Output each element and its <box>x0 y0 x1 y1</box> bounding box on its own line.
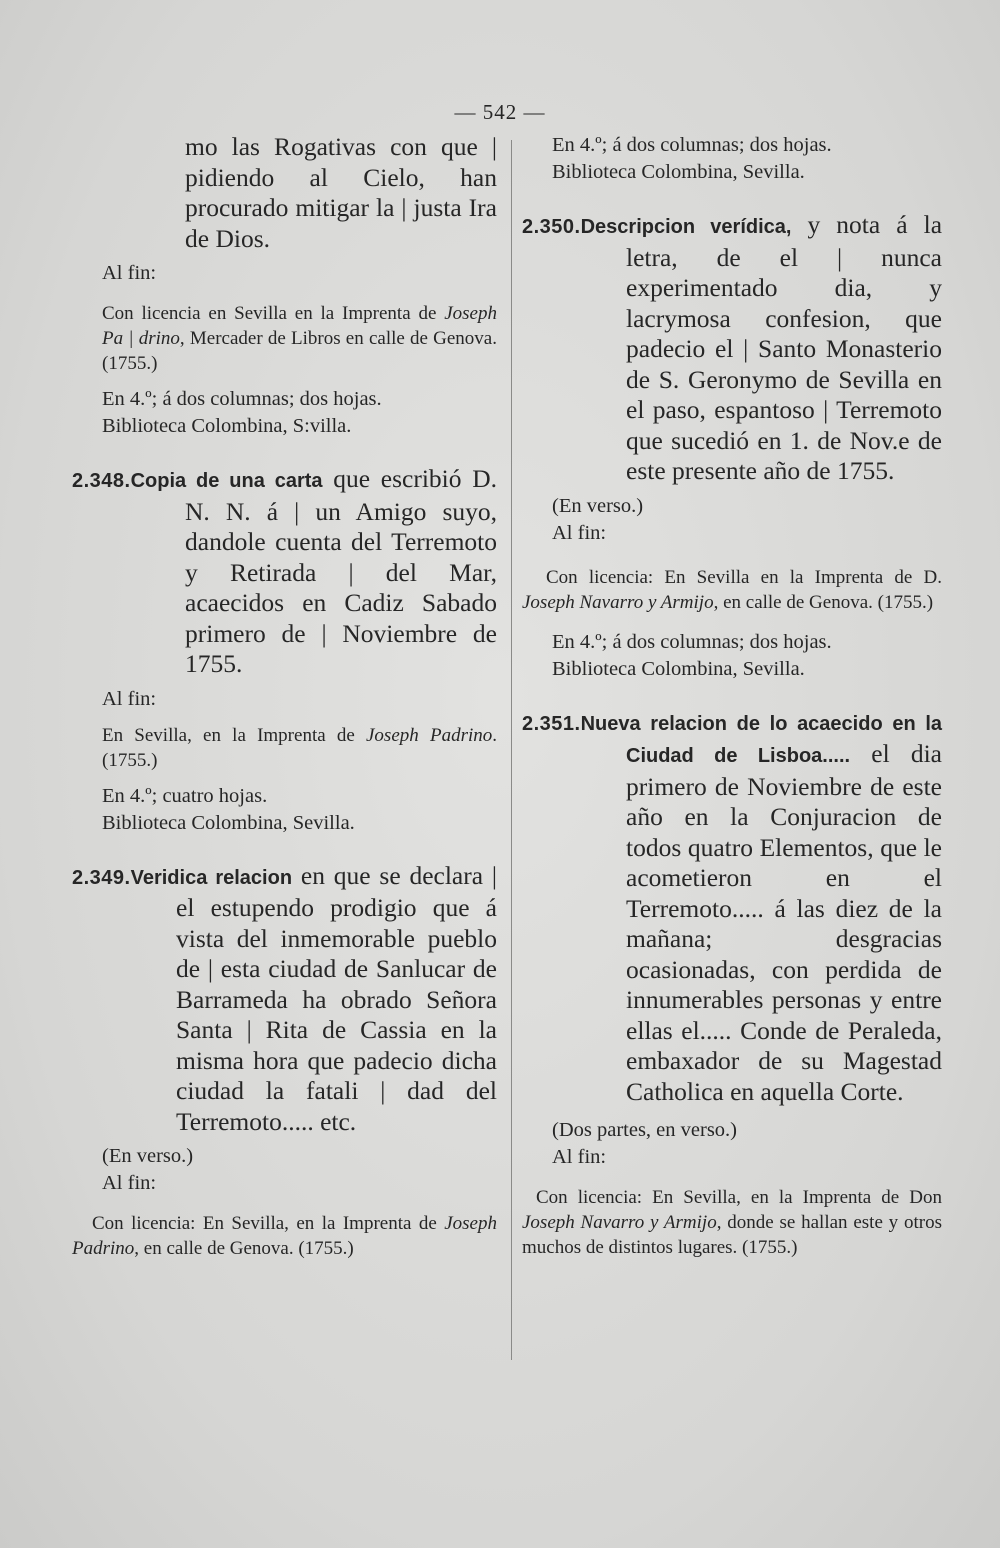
column-divider <box>511 140 512 1360</box>
page-number: — 542 — <box>454 100 546 124</box>
imprint-text: , Mercader de Libros en calle de Genova. (1755.) <box>102 328 497 374</box>
verse-note: (Dos partes, en verso.) <box>552 1119 738 1141</box>
printer-name: Joseph Pa | drino <box>102 303 497 349</box>
imprint-text: , en calle de Genova. (1755.) <box>713 591 934 613</box>
al-fin-label: Al fin: <box>552 521 607 544</box>
entry-2348 <box>72 464 497 680</box>
entry-number: 2.351. <box>522 712 581 735</box>
imprint-text: , donde se hallan este y otros muchos de distintos lugares. (1755.) <box>522 1212 942 1258</box>
printer-name: Joseph Navarro y Armijo <box>522 1212 717 1233</box>
entry-number: 2.350. <box>522 216 581 238</box>
entry-title: y nota á la letra, de el | nunca experimentado dia, y lacrymosa confesion, que padecio el | Santo Monasterio de S. Geronymo de Sevilla en el paso, espantoso | Terremoto que sucedió en 1. de Nov.e de este presente año de 1755. <box>626 210 943 485</box>
al-fin-label: Al fin: <box>102 1172 157 1194</box>
entry-bold-title: Nueva relacion de lo acaecido en la Ciudad de Lisboa..... <box>580 712 942 767</box>
entry-number: 2.348. <box>72 470 131 492</box>
imprint-text: Con licencia: En Sevilla, en la Imprenta de <box>92 1213 445 1234</box>
library-note: Biblioteca Colombina, Sevilla. <box>102 811 355 834</box>
imprint-text: Con licencia: En Sevilla, en la Imprenta de Don <box>536 1187 942 1208</box>
al-fin-label: Al fin: <box>102 262 157 284</box>
entry-bold-title: Veridica relacion <box>130 866 293 889</box>
entry-title: el dia primero de Noviembre de este año en la Conjuracion de todos quatro Elementos, que le acometieron en el Terremoto..... á las diez de la mañana; desgracias ocasionadas, con perdida de innumerables personas y entre ellas el..... Conde de Peraleda, embaxador de su Magestad Catholica en aquella Corte. <box>626 739 942 1106</box>
entry-2349 <box>72 861 497 1138</box>
library-note: Biblioteca Colombina, S:villa. <box>102 415 352 437</box>
entry-number: 2.349. <box>72 866 131 889</box>
printer-name: Joseph Padrino <box>366 724 493 746</box>
imprint-text: Con licencia en Sevilla en la Imprenta de <box>102 303 445 324</box>
format-note: En 4.º; á dos columnas; dos hojas. <box>102 388 382 410</box>
entry-2350 <box>522 210 942 487</box>
format-note: En 4.º; á dos columnas; dos hojas. <box>552 630 832 653</box>
entry-title: que escribió D. N. N. á | un Amigo suyo, dandole cuenta del Terremoto y Retirada | del Mar, acaecidos en Cadiz Sabado primero de | Noviembre de 1755. <box>185 464 497 678</box>
imprint-note <box>522 1185 942 1260</box>
imprint-text: En Sevilla, en la Imprenta de <box>102 724 366 746</box>
library-note: Biblioteca Colombina, Sevilla. <box>552 657 805 680</box>
al-fin-label: Al fin: <box>552 1146 607 1168</box>
entry-bold-title: Descripcion verídica, <box>580 216 792 238</box>
entry-title: en que se declara | el estupendo prodigio que á vista del inmemorable pueblo de | esta ciudad de Sanlucar de Barrameda ha obrado Señora Santa | Rita de Cassia en la misma hora que padecio dicha ciudad la fatali | dad del Terremoto..... etc. <box>176 860 497 1136</box>
entry-2351 <box>522 707 942 1108</box>
format-note: En 4.º; á dos columnas; dos hojas. <box>552 134 832 156</box>
format-note: En 4.º; cuatro hojas. <box>102 784 268 807</box>
imprint-text: , en calle de Genova. (1755.) <box>134 1238 354 1259</box>
al-fin-label: Al fin: <box>102 687 157 710</box>
imprint-text: Con licencia: En Sevilla en la Imprenta de D. <box>546 566 942 588</box>
imprint-note <box>72 723 497 773</box>
library-note: Biblioteca Colombina, Sevilla. <box>552 161 805 183</box>
printer-name: Joseph Navarro y Armijo <box>522 591 714 613</box>
entry-bold-title: Copia de una carta <box>130 470 323 492</box>
imprint-note <box>522 565 942 615</box>
imprint-text: . (1755.) <box>102 724 497 771</box>
imprint-note <box>72 1211 497 1261</box>
right-column <box>522 132 942 1260</box>
imprint-note <box>72 301 497 376</box>
entry-continued-title: mo las Rogativas con que | pidiendo al Cielo, han procurado mitigar la | justa Ira de Dios. <box>185 132 497 253</box>
left-column <box>72 132 497 1261</box>
verse-note: (En verso.) <box>552 494 644 517</box>
printer-name: Joseph Padrino <box>72 1213 497 1259</box>
verse-note: (En verso.) <box>102 1145 194 1167</box>
